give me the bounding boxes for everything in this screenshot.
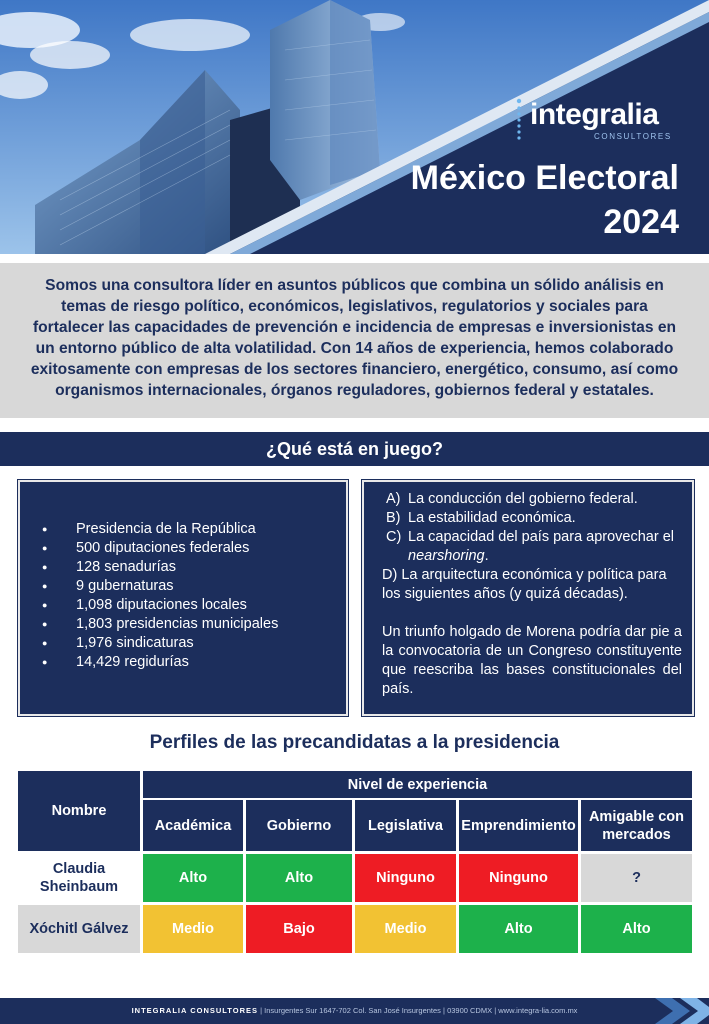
- title-line-2: 2024: [603, 203, 679, 241]
- candidate-name: Claudia Sheinbaum: [18, 854, 140, 902]
- list-item: ● 1,098 diputaciones locales: [42, 596, 346, 615]
- logo-dots-icon: [512, 98, 526, 144]
- item-tail: .: [484, 548, 489, 564]
- footer-bar: [0, 998, 709, 1024]
- footer-zip: 03900 CDMX: [447, 1006, 493, 1015]
- consequences-box: [362, 480, 694, 716]
- list-item: [382, 490, 682, 509]
- stakes-list: [42, 520, 346, 672]
- group-header: Nivel de experiencia: [143, 771, 692, 798]
- table-cell: Bajo: [246, 905, 352, 953]
- footer-website[interactable]: www.integra-lia.com.mx: [498, 1006, 578, 1015]
- column-header: Emprendimiento: [459, 800, 578, 851]
- item-text: La estabilidad económica.: [408, 510, 576, 526]
- list-item: ● 14,429 regidurías: [42, 653, 346, 672]
- table-cell: Alto: [143, 854, 243, 902]
- hero-banner: [0, 0, 709, 254]
- item-text: La conducción del gobierno federal.: [408, 491, 638, 507]
- list-item: ● 1,976 sindicaturas: [42, 634, 346, 653]
- table-title: Perfiles de las precandidatas a la presidencia: [149, 732, 560, 753]
- list-item: [382, 509, 682, 528]
- table-cell: Ninguno: [459, 854, 578, 902]
- list-item: ● Presidencia de la República: [42, 520, 346, 539]
- list-item: ● 1,803 presidencias municipales: [42, 615, 346, 634]
- list-item: ● 500 diputaciones federales: [42, 539, 346, 558]
- page-title: [411, 156, 679, 244]
- item-emphasis: nearshoring: [408, 548, 485, 564]
- table-cell: Medio: [355, 905, 456, 953]
- logo-subtitle: CONSULTORES: [594, 132, 672, 141]
- logo-wordmark: integralia: [530, 98, 659, 131]
- column-header: Legislativa: [355, 800, 456, 851]
- table-cell: Alto: [459, 905, 578, 953]
- item-d-text: D) La arquitectura económica y política para los siguientes años (y quizá décadas).: [382, 567, 667, 602]
- item-letter: B): [386, 510, 401, 526]
- list-item: [382, 528, 682, 566]
- item-letter: A): [386, 491, 401, 507]
- title-line-1: México Electoral: [410, 159, 679, 197]
- table-cell: Ninguno: [355, 854, 456, 902]
- item-text: La capacidad del país para aprovechar el: [408, 529, 675, 545]
- item-letter: C): [386, 529, 402, 545]
- footer-text: INTEGRALIA CONSULTORES | Insurgentes Sur 1647-702 Col. San José Insurgentes | 03900 CDMX | www.integra-lia.com.mx: [131, 1006, 578, 1015]
- column-header: Gobierno: [246, 800, 352, 851]
- column-header: Amigable con mercados: [581, 800, 692, 851]
- footer-brand: INTEGRALIA CONSULTORES: [131, 1006, 259, 1015]
- list-item: ● 128 senadurías: [42, 558, 346, 577]
- table-cell: Alto: [246, 854, 352, 902]
- stakes-box: [18, 480, 348, 716]
- intro-panel: [0, 263, 709, 418]
- footer-address: Insurgentes Sur 1647-702 Col. San José Insurgentes: [264, 1006, 441, 1015]
- table-cell: Alto: [581, 905, 692, 953]
- section-heading: ¿Qué está en juego?: [0, 432, 709, 466]
- closing-text: Un triunfo holgado de Morena podría dar pie a la convocatoria de un Congreso constituyente que reescriba las bases constitucionales del país.: [382, 624, 682, 697]
- name-header: Nombre: [18, 771, 140, 851]
- table-cell: ?: [581, 854, 692, 902]
- table-cell: Medio: [143, 905, 243, 953]
- list-item: ● 9 gubernaturas: [42, 577, 346, 596]
- column-header: Académica: [143, 800, 243, 851]
- integralia-logo: [512, 98, 692, 144]
- candidate-name: Xóchitl Gálvez: [18, 905, 140, 953]
- intro-text: Somos una consultora líder en asuntos públicos que combina un sólido análisis en temas de riesgo político, económicos, legislativos, regulatorios y sociales para fortalecer las capacidades de prevención e incidencia de empresas e inversionistas en un entorno público de alta volatilidad. Con 14 años de experiencia, hemos colaborado exitosamente con empresas de los sectores financiero, energético, consumo, así como organismos internacionales, órganos reguladores, gobiernos federal y estatales.: [30, 277, 679, 399]
